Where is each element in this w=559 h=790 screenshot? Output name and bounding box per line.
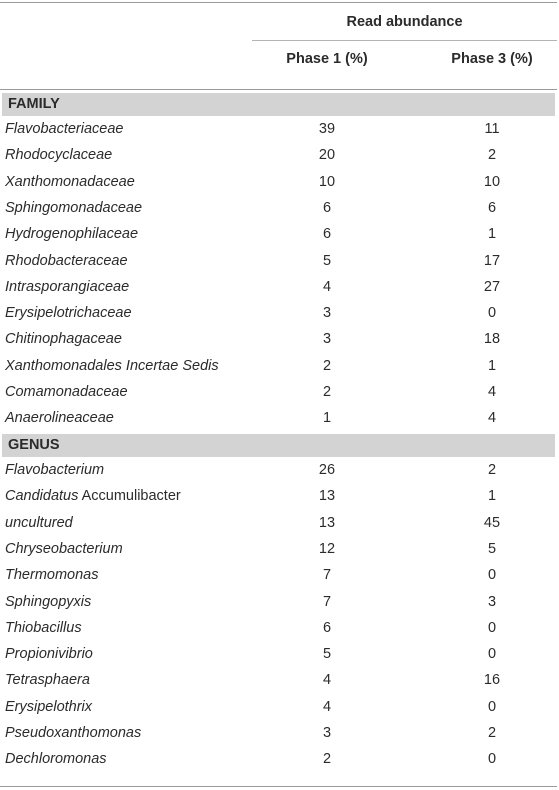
phase3-value: 6 xyxy=(487,199,497,216)
table-row xyxy=(0,458,559,484)
table-row xyxy=(0,143,559,169)
taxon-italic: Rhodobacteraceae xyxy=(5,252,128,269)
header-bottom-rule xyxy=(0,89,557,90)
phase3-value: 16 xyxy=(483,672,501,689)
phase1-value: 20 xyxy=(318,147,336,164)
phase1-value: 3 xyxy=(322,305,332,322)
taxon-name xyxy=(5,253,128,269)
taxon-italic: Comamonadaceae xyxy=(5,384,128,400)
taxon-italic: Rhodocyclaceae xyxy=(5,147,113,164)
phase3-value: 0 xyxy=(487,751,497,768)
phase1-value: 2 xyxy=(322,357,332,374)
taxon-italic: Erysipelothrix xyxy=(5,698,93,715)
taxon-italic: Pseudoxanthomonas xyxy=(5,725,142,741)
taxon-italic: Dechloromonas xyxy=(5,751,107,768)
top-rule xyxy=(0,2,557,3)
taxon-italic: Thermomonas xyxy=(5,567,99,584)
table-row xyxy=(0,642,559,668)
phase3-value: 17 xyxy=(483,252,501,269)
taxon-italic: Tetrasphaera xyxy=(5,672,90,689)
taxon-name xyxy=(5,515,73,531)
table-row xyxy=(0,327,559,353)
table-row xyxy=(0,668,559,694)
phase1-value: 3 xyxy=(322,331,332,348)
phase3-value: 5 xyxy=(487,540,497,557)
taxon-italic: Sphingomonadaceae xyxy=(5,199,143,216)
taxon-italic: Intrasporangiaceae xyxy=(5,278,130,295)
taxon-name xyxy=(5,462,104,478)
taxon-italic: Flavobacteriaceae xyxy=(5,121,124,137)
table-row xyxy=(0,170,559,196)
taxon-italic: Xanthomonadales Incertae Sedis xyxy=(5,357,219,374)
taxon-name xyxy=(5,410,114,426)
taxon-italic: Erysipelotrichaceae xyxy=(5,305,132,322)
table-row xyxy=(0,380,559,406)
phase3-value: 2 xyxy=(487,462,497,478)
taxon-italic: Xanthomonadaceae xyxy=(5,173,135,190)
phase3-value: 10 xyxy=(483,173,501,190)
phase3-value: 3 xyxy=(487,593,497,610)
table-row xyxy=(0,117,559,143)
phase1-value: 4 xyxy=(322,278,332,295)
phase3-value: 0 xyxy=(487,698,497,715)
table-row xyxy=(0,196,559,222)
phase1-value: 6 xyxy=(322,199,332,216)
phase1-value: 5 xyxy=(322,252,332,269)
taxon-name xyxy=(5,305,132,321)
table-row xyxy=(0,695,559,721)
taxon-name xyxy=(5,699,92,715)
table-row xyxy=(0,249,559,275)
phase3-value: 1 xyxy=(487,488,497,505)
taxon-italic: Candidatus xyxy=(5,488,79,505)
phase3-value: 4 xyxy=(487,410,497,427)
phase1-value: 6 xyxy=(322,226,332,243)
table-row xyxy=(0,354,559,380)
taxon-name xyxy=(5,279,129,295)
taxon-name xyxy=(5,174,135,190)
taxon-name xyxy=(5,384,128,400)
table-row xyxy=(0,537,559,563)
phase3-value: 18 xyxy=(483,331,501,348)
phase1-value: 1 xyxy=(322,410,332,427)
taxon-italic: Hydrogenophilaceae xyxy=(5,226,139,243)
taxon-name xyxy=(5,751,107,767)
taxon-name xyxy=(5,358,219,374)
phase3-value: 11 xyxy=(484,121,500,137)
phase3-value: 1 xyxy=(487,357,497,374)
taxon-name xyxy=(5,620,82,636)
taxon-name xyxy=(5,147,112,163)
taxon-name xyxy=(5,226,138,242)
phase3-value: 4 xyxy=(487,384,497,400)
table-row xyxy=(0,590,559,616)
section-header-genus: GENUS xyxy=(2,434,555,457)
table-row xyxy=(0,616,559,642)
taxon-name xyxy=(5,725,141,741)
taxon-name xyxy=(5,646,93,662)
phase1-value: 3 xyxy=(322,725,332,741)
phase3-value: 27 xyxy=(483,278,501,295)
taxon-italic: Chitinophagaceae xyxy=(5,331,122,348)
table-row xyxy=(0,301,559,327)
taxon-name xyxy=(5,541,123,557)
taxon-italic: Propionivibrio xyxy=(5,646,93,663)
phase3-value: 45 xyxy=(483,514,501,531)
phase1-value: 7 xyxy=(322,567,332,584)
phase1-value: 6 xyxy=(322,619,332,636)
phase3-value: 2 xyxy=(487,147,497,164)
taxon-italic: uncultured xyxy=(5,514,73,531)
taxon-italic: Flavobacterium xyxy=(5,462,105,478)
phase1-value: 4 xyxy=(322,672,332,689)
phase1-value: 10 xyxy=(318,173,336,190)
phase3-value: 2 xyxy=(487,725,497,741)
phase3-value: 0 xyxy=(487,305,497,322)
table-row xyxy=(0,275,559,301)
taxon-italic: Thiobacillus xyxy=(5,619,82,636)
taxon-name xyxy=(5,488,181,504)
table-row xyxy=(0,511,559,537)
bottom-rule xyxy=(0,786,557,787)
phase1-value: 39 xyxy=(318,121,336,137)
phase3-column-header: Phase 3 (%) xyxy=(451,51,533,67)
phase1-value: 13 xyxy=(318,514,336,531)
phase1-value: 13 xyxy=(318,488,336,505)
taxon-name xyxy=(5,672,90,688)
phase1-value: 26 xyxy=(318,462,336,478)
taxon-italic: Sphingopyxis xyxy=(5,593,92,610)
phase1-value: 2 xyxy=(322,751,332,768)
taxon-suffix: Accumulibacter xyxy=(78,488,181,505)
phase1-value: 7 xyxy=(322,593,332,610)
taxon-name xyxy=(5,200,142,216)
table-row xyxy=(0,721,559,747)
taxon-name xyxy=(5,121,124,137)
section-header-family: FAMILY xyxy=(2,93,555,116)
table-row xyxy=(0,406,559,432)
phase3-value: 1 xyxy=(487,226,497,243)
taxon-name xyxy=(5,594,91,610)
phase3-value: 0 xyxy=(487,619,497,636)
taxon-name xyxy=(5,331,122,347)
phase1-value: 12 xyxy=(318,540,336,557)
phase1-column-header: Phase 1 (%) xyxy=(286,51,368,67)
phase3-value: 0 xyxy=(487,567,497,584)
phase1-value: 4 xyxy=(322,698,332,715)
taxon-italic: Anaerolineaceae xyxy=(5,410,114,427)
read-abundance-header: Read abundance xyxy=(346,14,463,30)
table-row xyxy=(0,484,559,510)
header-subrule xyxy=(252,40,557,41)
phase1-value: 5 xyxy=(322,646,332,663)
table-row xyxy=(0,222,559,248)
table-row xyxy=(0,563,559,589)
phase3-value: 0 xyxy=(487,646,497,663)
taxon-name xyxy=(5,567,98,583)
phase1-value: 2 xyxy=(322,384,332,400)
table-row xyxy=(0,747,559,773)
taxon-italic: Chryseobacterium xyxy=(5,540,123,557)
